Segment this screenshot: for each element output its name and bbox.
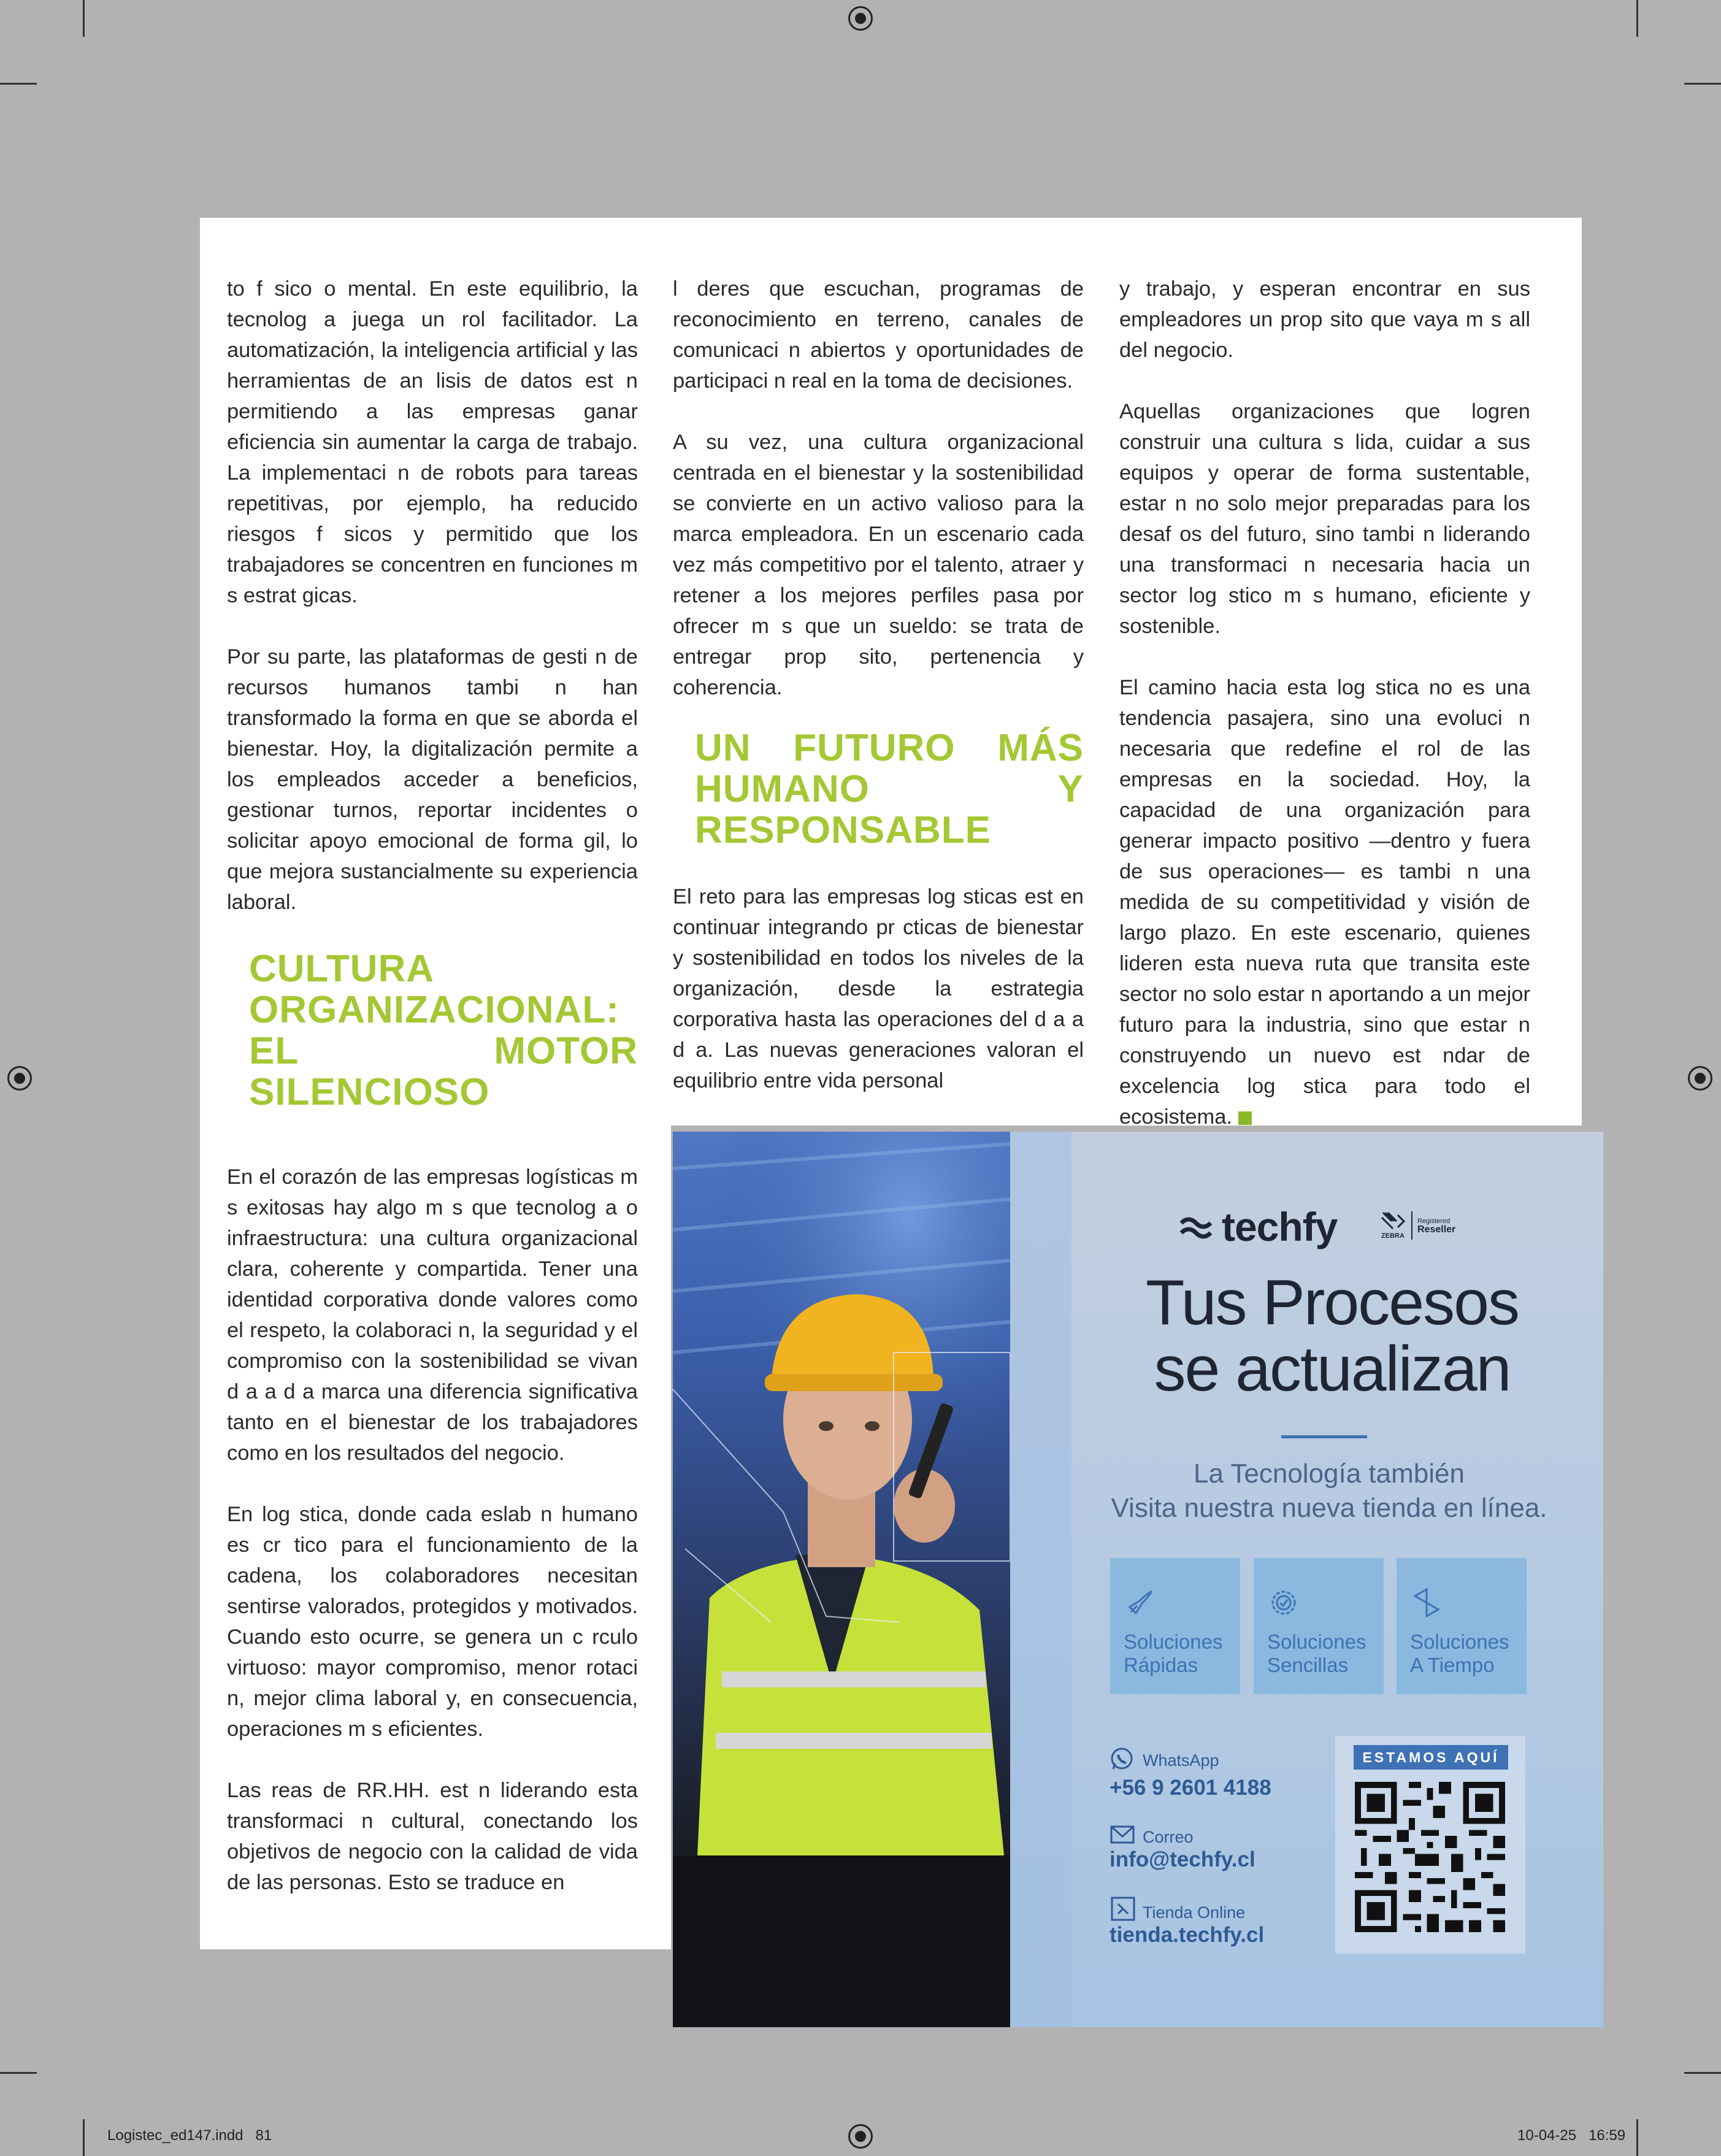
contact-label: Correo bbox=[1143, 1828, 1194, 1846]
mail-icon bbox=[1110, 1822, 1134, 1846]
techfy-logo bbox=[1179, 1205, 1337, 1248]
paragraph: El reto para las empresas log sticas est en continuar integrando pr cticas de bienestar y sostenibilidad en todos los niveles de la organización, desde la estrategia corporativa hasta las operaciones del d a a d a. Las nuevas generaciones valoran el equilibrio entre vida personal bbox=[673, 885, 1084, 1092]
crop-mark bbox=[0, 2072, 37, 2074]
contact-value[interactable]: +56 9 2601 4188 bbox=[1110, 1776, 1271, 1800]
paragraph: to f sico o mental. En este equilibrio, la tecnolog a juega un rol facilitador. La automatización, la inteligencia artificial y las herramientas de an lisis de datos est n permitiendo a las empresas ganar eficiencia sin aumentar la carga de trabajo. La implementaci n de robots para tareas repetitivas, por ejemplo, ha reducido riesgos f sicos y permitido que los trabajadores se concentren en funciones m s estrat gicas. bbox=[227, 277, 638, 607]
zebra-icon bbox=[1379, 1211, 1406, 1232]
contact-value[interactable]: tienda.techfy.cl bbox=[1110, 1923, 1265, 1947]
contact-label: Tienda Online bbox=[1143, 1903, 1246, 1922]
heading-futuro: UN FUTURO MÁS HUMANO Y RESPONSABLE bbox=[695, 727, 1084, 851]
paragraph: y trabajo, y esperan encontrar en sus empleadores un prop sito que vaya m s all del negocio. bbox=[1119, 277, 1530, 362]
heading-cultura: CULTURA ORGANIZACIONAL: EL MOTOR SILENCIOSO bbox=[249, 948, 638, 1113]
techfy-wave-icon bbox=[1179, 1214, 1217, 1239]
crop-mark bbox=[1636, 2119, 1638, 2156]
registration-mark-top bbox=[848, 6, 873, 31]
registration-mark-left bbox=[7, 1066, 32, 1091]
paragraph: l deres que escuchan, programas de reconocimiento en terreno, canales de comunicaci n abiertos y oportunidades de participaci n real en la toma de decisiones. bbox=[673, 277, 1084, 393]
sub-line-2: Visita nuestra nueva tienda en línea. bbox=[1111, 1493, 1547, 1523]
gear-check-icon bbox=[1267, 1586, 1300, 1619]
paragraph: En log stica, donde cada eslab n humano es cr tico para el funcionamiento de la cadena, los colaboradores necesitan sentirse valorados, protegidos y motivados. Cuando esto ocurre, se genera un c rculo virtuoso: mayor compromiso, menor rotaci n, mejor clima laboral y, en consecuencia, operaciones m s eficientes. bbox=[227, 1503, 638, 1741]
store-icon bbox=[1110, 1895, 1134, 1920]
techfy-advertisement bbox=[673, 1132, 1603, 2027]
crop-mark bbox=[1684, 83, 1721, 85]
contact-value[interactable]: info@techfy.cl bbox=[1110, 1847, 1255, 1871]
rocket-icon bbox=[1124, 1586, 1157, 1619]
badge-line-2: Reseller bbox=[1417, 1224, 1456, 1235]
tile-line-2: Sencillas bbox=[1267, 1654, 1349, 1676]
crop-mark bbox=[0, 83, 37, 85]
feature-tile bbox=[1254, 1558, 1384, 1694]
tile-line-2: A Tiempo bbox=[1410, 1654, 1495, 1676]
zebra-badge bbox=[1379, 1211, 1455, 1240]
slug-date: 10-04-25 16:59 bbox=[1517, 2127, 1626, 2144]
registration-mark-bottom bbox=[848, 2124, 873, 2149]
paragraph: En el corazón de las empresas logísticas m s exitosas hay algo m s que tecnolog a o infraestructura: una cultura organizacional clara, coherente y compartida. Tener una identidad corporativa donde valores como el respeto, la colaboraci n, la seguridad y el compromiso con la sostenibilidad se vivan d a a d a marca una diferencia significativa tanto en el bienestar de los trabajadores como en los resultados del negocio. bbox=[227, 1165, 638, 1465]
tile-line-1: Soluciones bbox=[1410, 1630, 1509, 1653]
whatsapp-icon bbox=[1110, 1747, 1134, 1771]
feature-tile bbox=[1397, 1558, 1527, 1694]
end-of-article-icon bbox=[1238, 1111, 1252, 1125]
crop-mark bbox=[83, 2119, 85, 2156]
hourglass-icon bbox=[1410, 1586, 1443, 1619]
crop-mark bbox=[83, 0, 85, 37]
paragraph: A su vez, una cultura organizacional centrada en el bienestar y la sostenibilidad se convierte en un activo valioso para la marca empleadora. En un escenario cada vez más competitivo por el talento, atraer y retener a los mejores perfiles pasa por ofrecer m s que un sueldo: se trata de entregar prop sito, pertenencia y coherencia. bbox=[673, 431, 1084, 699]
headline-line-2: se actualizan bbox=[1154, 1333, 1511, 1405]
paragraph: Las reas de RR.HH. est n liderando esta transformaci n cultural, conectando los objetivos de negocio con la calidad de vida de las personas. Esto se traduce en bbox=[227, 1779, 638, 1894]
section-heading bbox=[695, 727, 1084, 851]
feature-tile bbox=[1110, 1558, 1240, 1694]
ad-headline bbox=[1102, 1267, 1562, 1405]
crop-mark bbox=[1636, 0, 1638, 37]
badge-line-1: Registered bbox=[1417, 1218, 1451, 1225]
column-2 bbox=[673, 274, 1084, 1096]
tile-line-1: Soluciones bbox=[1124, 1630, 1223, 1653]
brand-name: techfy bbox=[1222, 1204, 1338, 1249]
column-1 bbox=[227, 274, 638, 1898]
paragraph: Aquellas organizaciones que logren construir una cultura s lida, cuidar a sus equipos y operar de forma sustentable, estar n no solo mejor preparadas para los desaf os del futuro, sino tambi n liderando una transformaci n necesaria hacia un sector log stico m s humano, eficiente y sostenible. bbox=[1119, 400, 1530, 638]
paragraph bbox=[1119, 672, 1530, 1132]
worker-photo bbox=[673, 1132, 1010, 2027]
headline-divider bbox=[1281, 1435, 1367, 1438]
crop-mark bbox=[1684, 2072, 1721, 2074]
zebra-label: ZEBRA bbox=[1381, 1232, 1405, 1240]
paragraph: Por su parte, las plataformas de gesti n de recursos humanos tambi n han transformado la forma en que se aborda el bienestar. Hoy, la digitalización permite a los empleados acceder a beneficios, gestionar turnos, reportar incidentes o solicitar apoyo emocional de forma gil, lo que mejora sustancialmente su experiencia laboral. bbox=[227, 645, 638, 914]
slug-filename: Logistec_ed147.indd 81 bbox=[107, 2127, 272, 2144]
ad-stripe bbox=[1010, 1132, 1071, 2027]
tile-line-1: Soluciones bbox=[1267, 1630, 1366, 1653]
headline-line-1: Tus Procesos bbox=[1146, 1267, 1519, 1338]
registration-mark-right bbox=[1688, 1066, 1712, 1091]
contact-label: WhatsApp bbox=[1143, 1751, 1219, 1770]
qr-code[interactable] bbox=[1355, 1782, 1505, 1932]
worker-illustration bbox=[673, 1132, 1010, 2027]
ad-subheadline bbox=[1065, 1457, 1593, 1525]
sub-line-1: La Tecnología también bbox=[1194, 1459, 1465, 1489]
column-3 bbox=[1119, 274, 1530, 1132]
section-heading bbox=[249, 948, 638, 1113]
paragraph-text: El camino hacia esta log stica no es una tendencia pasajera, sino una evoluci n necesaria que redefine el rol de las empresas en la sociedad. Hoy, la capacidad de una organización para generar impacto positivo —dentro y fuera de sus operaciones— es tambi n una medida de su competitividad y visión de largo plazo. En este escenario, quienes lideren esta nueva ruta que transita este sector no solo estar n aportando a un mejor futuro para la industria, sino que estar n construyendo un nuevo est ndar de excelencia log stica para todo el ecosistema. bbox=[1119, 676, 1530, 1129]
qr-label-badge bbox=[1354, 1745, 1508, 1770]
qr-label: ESTAMOS AQUÍ bbox=[1362, 1749, 1500, 1765]
tile-line-2: Rápidas bbox=[1124, 1654, 1198, 1676]
